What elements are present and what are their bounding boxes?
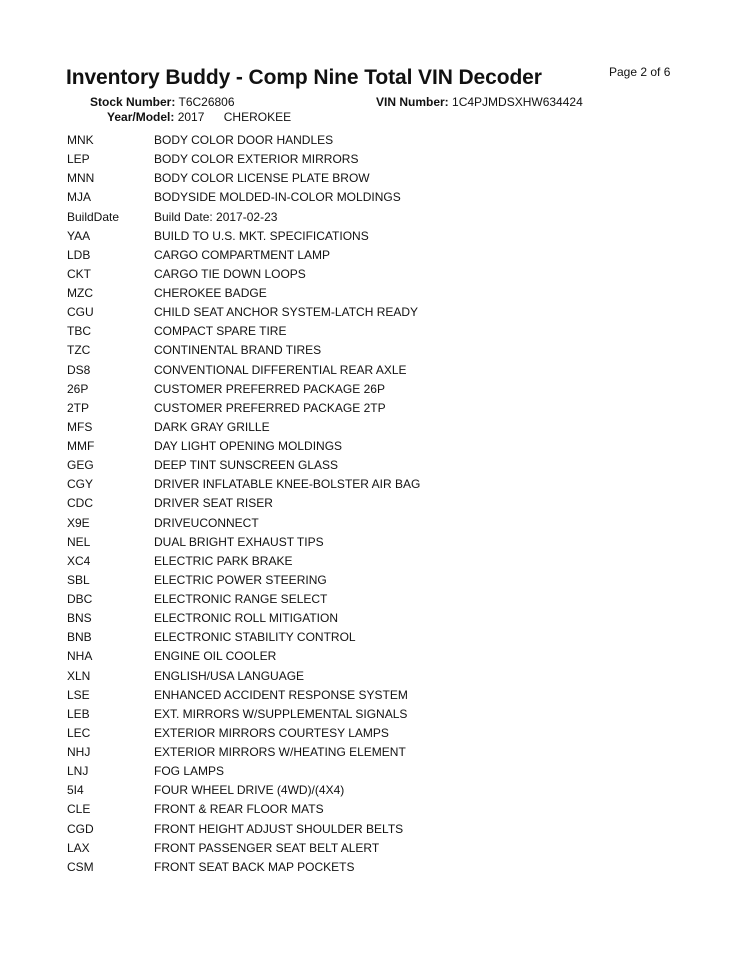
option-code: DS8 [67, 362, 91, 377]
option-code: CKT [67, 266, 91, 281]
page-number: Page 2 of 6 [609, 65, 671, 79]
option-description: DUAL BRIGHT EXHAUST TIPS [154, 534, 324, 549]
option-description: ELECTRIC POWER STEERING [154, 572, 327, 587]
list-item [0, 628, 742, 647]
option-description: DARK GRAY GRILLE [154, 419, 270, 434]
option-description: DRIVER SEAT RISER [154, 496, 273, 511]
option-code: 5I4 [67, 783, 84, 798]
option-code: NHJ [67, 745, 91, 759]
option-description: DRIVER INFLATABLE KNEE-BOLSTER AIR BAG [154, 477, 421, 492]
option-description: CHILD SEAT ANCHOR SYSTEM-LATCH READY [154, 305, 419, 320]
option-code: 2TP [67, 400, 90, 415]
option-code: YAA [67, 228, 91, 243]
option-description: ELECTRONIC ROLL MITIGATION [154, 611, 339, 626]
option-code: MNK [67, 133, 94, 147]
option-description: BODY COLOR DOOR HANDLES [154, 133, 334, 147]
year-model-label: Year/Model: [107, 110, 175, 124]
list-item [0, 533, 742, 552]
option-code: LEP [67, 152, 90, 167]
option-code: MJA [67, 190, 91, 205]
option-description: Build Date: 2017-02-23 [154, 209, 278, 224]
list-item [0, 456, 742, 475]
option-code: MZC [67, 286, 93, 300]
list-item [0, 131, 742, 150]
option-description: FRONT SEAT BACK MAP POCKETS [154, 859, 355, 874]
option-code: LEB [67, 706, 90, 721]
list-item [0, 743, 742, 762]
list-item [0, 399, 742, 418]
list-item [0, 781, 742, 800]
list-item [0, 265, 742, 284]
option-code: CGD [67, 821, 94, 836]
option-description: FRONT HEIGHT ADJUST SHOULDER BELTS [154, 821, 404, 836]
option-code: TZC [67, 343, 91, 358]
list-item [0, 820, 742, 839]
option-code: MMF [67, 439, 95, 453]
list-item [0, 647, 742, 666]
option-code: LSE [67, 687, 90, 702]
list-item [0, 800, 742, 819]
list-item [0, 762, 742, 781]
option-code: X9E [67, 515, 90, 530]
option-description: ENGINE OIL COOLER [154, 649, 277, 664]
stock-number-label: Stock Number: [90, 95, 176, 109]
option-description: CARGO COMPARTMENT LAMP [154, 247, 331, 262]
list-item [0, 303, 742, 322]
option-description: DEEP TINT SUNSCREEN GLASS [154, 458, 339, 473]
option-description: EXTERIOR MIRRORS COURTESY LAMPS [154, 725, 389, 740]
list-item [0, 188, 742, 207]
list-item [0, 475, 742, 494]
option-code: MFS [67, 419, 93, 434]
option-description: CHEROKEE BADGE [154, 286, 267, 300]
option-description: CONTINENTAL BRAND TIRES [154, 343, 322, 358]
option-description: ENGLISH/USA LANGUAGE [154, 668, 305, 683]
option-code: CSM [67, 859, 94, 874]
option-code: XLN [67, 668, 91, 683]
option-description: CUSTOMER PREFERRED PACKAGE 26P [154, 381, 385, 396]
option-code: DBC [67, 592, 93, 606]
option-description: FOG LAMPS [154, 764, 225, 779]
list-item [0, 609, 742, 628]
option-description: FRONT & REAR FLOOR MATS [154, 802, 324, 817]
list-item [0, 361, 742, 380]
option-code: SBL [67, 572, 90, 587]
option-code: BNB [67, 630, 92, 645]
option-description: COMPACT SPARE TIRE [154, 324, 287, 339]
option-code: TBC [67, 324, 91, 339]
option-code: BNS [67, 611, 92, 626]
list-item [0, 246, 742, 265]
option-description: ELECTRONIC STABILITY CONTROL [154, 630, 356, 645]
vin-number-value: 1C4PJMDSXHW634424 [452, 95, 583, 109]
list-item [0, 494, 742, 513]
option-description: EXTERIOR MIRRORS W/HEATING ELEMENT [154, 745, 406, 759]
list-item [0, 552, 742, 571]
option-description: CUSTOMER PREFERRED PACKAGE 2TP [154, 400, 386, 415]
list-item [0, 418, 742, 437]
option-description: DRIVEUCONNECT [154, 515, 259, 530]
list-item [0, 571, 742, 590]
list-item [0, 858, 742, 877]
option-code: BuildDate [67, 209, 120, 224]
list-item [0, 667, 742, 686]
option-description: EXT. MIRRORS W/SUPPLEMENTAL SIGNALS [154, 706, 408, 721]
model-value: CHEROKEE [223, 110, 292, 124]
list-item [0, 380, 742, 399]
option-description: BODY COLOR EXTERIOR MIRRORS [154, 152, 359, 167]
option-code: LEC [67, 725, 91, 740]
vin-number [376, 95, 583, 109]
list-item [0, 839, 742, 858]
list-item [0, 590, 742, 609]
stock-number-value: T6C26806 [178, 95, 235, 109]
stock-number [90, 95, 235, 109]
year-model [107, 110, 291, 124]
option-description: BUILD TO U.S. MKT. SPECIFICATIONS [154, 228, 369, 243]
list-item [0, 724, 742, 743]
option-description: CARGO TIE DOWN LOOPS [154, 266, 306, 281]
option-description: BODY COLOR LICENSE PLATE BROW [154, 171, 370, 186]
list-item [0, 341, 742, 360]
option-code: XC4 [67, 553, 91, 568]
option-code: CGY [67, 477, 94, 492]
list-item [0, 705, 742, 724]
option-code: LDB [67, 247, 91, 262]
option-code: GEG [67, 458, 94, 473]
list-item [0, 514, 742, 533]
option-description: ELECTRONIC RANGE SELECT [154, 592, 328, 606]
option-code: LAX [67, 840, 90, 855]
option-description: CONVENTIONAL DIFFERENTIAL REAR AXLE [154, 362, 407, 377]
list-item [0, 284, 742, 303]
option-description: FRONT PASSENGER SEAT BELT ALERT [154, 840, 380, 855]
list-item [0, 150, 742, 169]
option-code: CDC [67, 496, 93, 511]
option-code: MNN [67, 171, 95, 186]
option-description: ELECTRIC PARK BRAKE [154, 553, 293, 568]
list-item [0, 169, 742, 188]
list-item [0, 437, 742, 456]
list-item [0, 686, 742, 705]
list-item [0, 227, 742, 246]
list-item [0, 322, 742, 341]
option-description: DAY LIGHT OPENING MOLDINGS [154, 439, 343, 453]
vin-number-label: VIN Number: [376, 95, 449, 109]
option-code: CLE [67, 802, 91, 817]
option-description: ENHANCED ACCIDENT RESPONSE SYSTEM [154, 687, 408, 702]
option-description: BODYSIDE MOLDED-IN-COLOR MOLDINGS [154, 190, 401, 205]
page-title: Inventory Buddy - Comp Nine Total VIN Decoder [66, 66, 542, 89]
list-item [0, 208, 742, 227]
year-value: 2017 [177, 110, 205, 124]
option-code: NEL [67, 534, 91, 549]
option-code: CGU [67, 305, 94, 320]
option-code: NHA [67, 649, 93, 664]
option-code: 26P [67, 381, 89, 396]
option-code-list [0, 131, 742, 877]
option-description: FOUR WHEEL DRIVE (4WD)/(4X4) [154, 783, 345, 798]
option-code: LNJ [67, 764, 89, 779]
